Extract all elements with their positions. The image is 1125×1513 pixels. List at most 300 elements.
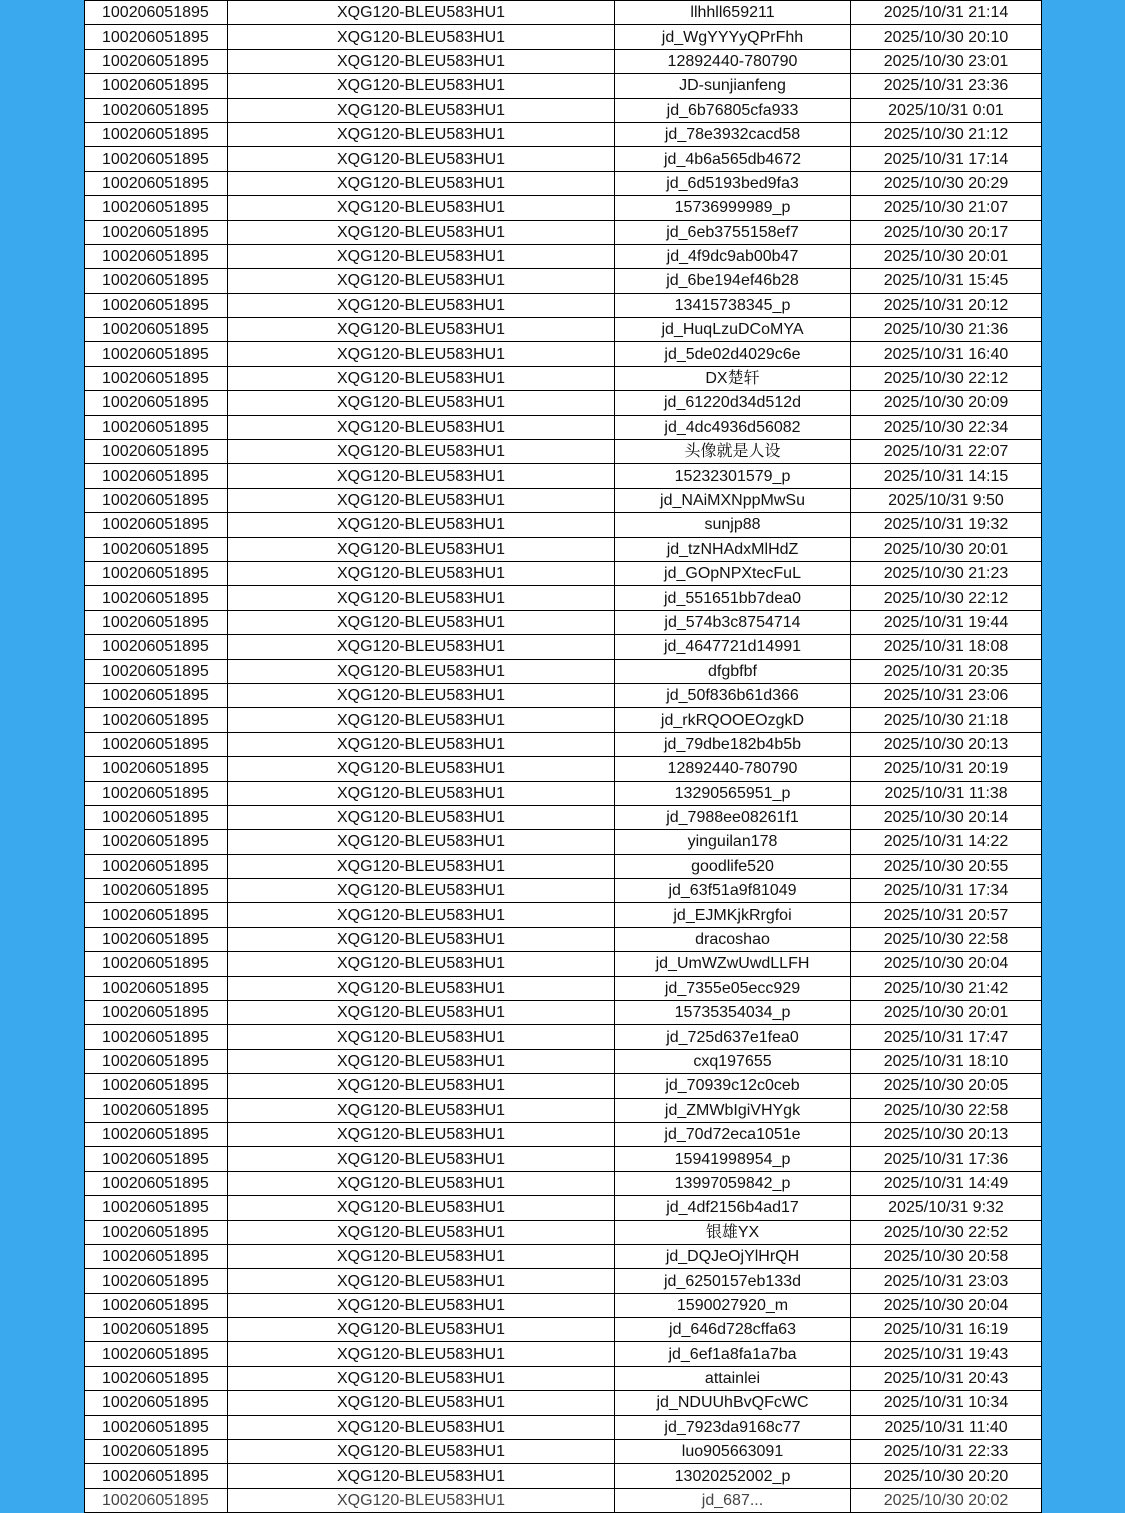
user-id-cell[interactable]: jd_6d5193bed9fa3 <box>615 171 851 195</box>
user-id-cell[interactable]: jd_NDUUhBvQFcWC <box>615 1391 851 1415</box>
table-row <box>85 122 1042 146</box>
user-id-cell[interactable]: JD-sunjianfeng <box>615 74 851 98</box>
model-cell[interactable]: XQG120-BLEU583HU1 <box>228 635 615 659</box>
table-row <box>85 196 1042 220</box>
product-id-cell[interactable]: 100206051895 <box>85 1220 228 1244</box>
table-row <box>85 98 1042 122</box>
model-cell[interactable]: XQG120-BLEU583HU1 <box>228 74 615 98</box>
datetime-cell[interactable]: 2025/10/30 20:01 <box>851 244 1042 268</box>
table-row <box>85 1122 1042 1146</box>
table-row <box>85 757 1042 781</box>
user-id-cell[interactable]: 12892440-780790 <box>615 757 851 781</box>
user-id-cell[interactable]: jd_70d72eca1051e <box>615 1122 851 1146</box>
product-id-cell[interactable]: 100206051895 <box>85 488 228 512</box>
user-id-cell[interactable]: yinguilan178 <box>615 830 851 854</box>
datetime-cell[interactable]: 2025/10/31 17:47 <box>851 1025 1042 1049</box>
product-id-cell[interactable]: 100206051895 <box>85 1025 228 1049</box>
product-id-cell[interactable]: 100206051895 <box>85 269 228 293</box>
datetime-cell[interactable]: 2025/10/31 23:36 <box>851 74 1042 98</box>
user-id-cell[interactable]: jd_5de02d4029c6e <box>615 342 851 366</box>
product-id-cell[interactable]: 100206051895 <box>85 1196 228 1220</box>
model-cell[interactable]: XQG120-BLEU583HU1 <box>228 537 615 561</box>
user-id-cell[interactable]: 15736999989_p <box>615 196 851 220</box>
user-id-cell[interactable]: jd_UmWZwUwdLLFH <box>615 952 851 976</box>
product-id-cell[interactable]: 100206051895 <box>85 1098 228 1122</box>
table-row <box>85 586 1042 610</box>
datetime-cell[interactable]: 2025/10/31 9:32 <box>851 1196 1042 1220</box>
model-cell[interactable]: XQG120-BLEU583HU1 <box>228 440 615 464</box>
product-id-cell[interactable]: 100206051895 <box>85 1074 228 1098</box>
user-id-cell[interactable]: dracoshao <box>615 927 851 951</box>
datetime-cell[interactable]: 2025/10/30 21:18 <box>851 708 1042 732</box>
datetime-cell[interactable]: 2025/10/31 14:15 <box>851 464 1042 488</box>
product-id-cell[interactable]: 100206051895 <box>85 732 228 756</box>
user-id-cell[interactable]: jd_6be194ef46b28 <box>615 269 851 293</box>
model-cell[interactable]: XQG120-BLEU583HU1 <box>228 903 615 927</box>
model-cell[interactable]: XQG120-BLEU583HU1 <box>228 1171 615 1195</box>
datetime-cell[interactable]: 2025/10/31 17:36 <box>851 1147 1042 1171</box>
product-id-cell[interactable]: 100206051895 <box>85 1366 228 1390</box>
model-cell[interactable]: XQG120-BLEU583HU1 <box>228 1220 615 1244</box>
model-cell[interactable]: XQG120-BLEU583HU1 <box>228 561 615 585</box>
user-id-cell[interactable]: jd_4dc4936d56082 <box>615 415 851 439</box>
table-row <box>85 440 1042 464</box>
model-cell[interactable]: XQG120-BLEU583HU1 <box>228 757 615 781</box>
table-row <box>85 391 1042 415</box>
model-cell[interactable]: XQG120-BLEU583HU1 <box>228 1196 615 1220</box>
model-cell[interactable]: XQG120-BLEU583HU1 <box>228 586 615 610</box>
model-cell[interactable]: XQG120-BLEU583HU1 <box>228 220 615 244</box>
product-id-cell[interactable]: 100206051895 <box>85 976 228 1000</box>
datetime-cell[interactable]: 2025/10/31 10:34 <box>851 1391 1042 1415</box>
model-cell[interactable]: XQG120-BLEU583HU1 <box>228 1440 615 1464</box>
model-cell[interactable]: XQG120-BLEU583HU1 <box>228 1244 615 1268</box>
user-id-cell[interactable]: 15232301579_p <box>615 464 851 488</box>
table-row <box>85 854 1042 878</box>
model-cell[interactable]: XQG120-BLEU583HU1 <box>228 1366 615 1390</box>
user-id-cell[interactable]: jd_NAiMXNppMwSu <box>615 488 851 512</box>
datetime-cell[interactable]: 2025/10/31 23:03 <box>851 1269 1042 1293</box>
datetime-cell[interactable]: 2025/10/30 20:13 <box>851 1122 1042 1146</box>
product-id-cell[interactable]: 100206051895 <box>85 952 228 976</box>
model-cell[interactable]: XQG120-BLEU583HU1 <box>228 659 615 683</box>
datetime-cell[interactable]: 2025/10/30 20:13 <box>851 732 1042 756</box>
model-cell[interactable]: XQG120-BLEU583HU1 <box>228 1001 615 1025</box>
table-row <box>85 830 1042 854</box>
datetime-cell[interactable]: 2025/10/30 20:55 <box>851 854 1042 878</box>
product-id-cell[interactable]: 100206051895 <box>85 147 228 171</box>
model-cell[interactable]: XQG120-BLEU583HU1 <box>228 1122 615 1146</box>
product-id-cell[interactable]: 100206051895 <box>85 635 228 659</box>
model-cell[interactable]: XQG120-BLEU583HU1 <box>228 244 615 268</box>
model-cell[interactable]: XQG120-BLEU583HU1 <box>228 513 615 537</box>
datetime-cell[interactable]: 2025/10/31 22:07 <box>851 440 1042 464</box>
user-id-cell[interactable]: jd_rkRQOOEOzgkD <box>615 708 851 732</box>
model-cell[interactable]: XQG120-BLEU583HU1 <box>228 196 615 220</box>
product-id-cell[interactable]: 100206051895 <box>85 854 228 878</box>
model-cell[interactable]: XQG120-BLEU583HU1 <box>228 464 615 488</box>
datetime-cell[interactable]: 2025/10/30 20:58 <box>851 1244 1042 1268</box>
datetime-cell[interactable]: 2025/10/30 20:05 <box>851 1074 1042 1098</box>
table-row <box>85 342 1042 366</box>
user-id-cell[interactable]: jd_63f51a9f81049 <box>615 879 851 903</box>
datetime-cell[interactable]: 2025/10/31 14:22 <box>851 830 1042 854</box>
datetime-cell[interactable]: 2025/10/30 20:04 <box>851 1293 1042 1317</box>
table-row <box>85 635 1042 659</box>
product-id-cell[interactable]: 100206051895 <box>85 171 228 195</box>
datetime-cell[interactable]: 2025/10/31 20:35 <box>851 659 1042 683</box>
product-id-cell[interactable]: 100206051895 <box>85 537 228 561</box>
datetime-cell[interactable]: 2025/10/31 19:32 <box>851 513 1042 537</box>
model-cell[interactable]: XQG120-BLEU583HU1 <box>228 98 615 122</box>
datetime-cell[interactable]: 2025/10/30 22:52 <box>851 1220 1042 1244</box>
model-cell[interactable]: XQG120-BLEU583HU1 <box>228 1391 615 1415</box>
user-id-cell[interactable]: 15941998954_p <box>615 1147 851 1171</box>
user-id-cell[interactable]: jd_DQJeOjYlHrQH <box>615 1244 851 1268</box>
product-id-cell[interactable]: 100206051895 <box>85 1318 228 1342</box>
user-id-cell[interactable]: jd_6ef1a8fa1a7ba <box>615 1342 851 1366</box>
table-row <box>85 659 1042 683</box>
model-cell[interactable]: XQG120-BLEU583HU1 <box>228 1147 615 1171</box>
user-id-cell[interactable]: jd_646d728cffa63 <box>615 1318 851 1342</box>
user-id-cell[interactable]: jd_6250157eb133d <box>615 1269 851 1293</box>
user-id-cell[interactable]: jd_4647721d14991 <box>615 635 851 659</box>
product-id-cell[interactable]: 100206051895 <box>85 1049 228 1073</box>
user-id-cell[interactable]: 13020252002_p <box>615 1464 851 1488</box>
product-id-cell[interactable]: 100206051895 <box>85 586 228 610</box>
product-id-cell[interactable]: 100206051895 <box>85 440 228 464</box>
table-row <box>85 293 1042 317</box>
model-cell[interactable]: XQG120-BLEU583HU1 <box>228 147 615 171</box>
user-id-cell[interactable]: jd_50f836b61d366 <box>615 683 851 707</box>
model-cell[interactable]: XQG120-BLEU583HU1 <box>228 366 615 390</box>
model-cell[interactable]: XQG120-BLEU583HU1 <box>228 49 615 73</box>
product-id-cell[interactable]: 100206051895 <box>85 318 228 342</box>
order-table <box>84 0 1042 1513</box>
user-id-cell[interactable]: 13290565951_p <box>615 781 851 805</box>
user-id-cell[interactable]: 13415738345_p <box>615 293 851 317</box>
datetime-cell[interactable]: 2025/10/30 20:04 <box>851 952 1042 976</box>
user-id-cell[interactable]: 头像就是人设 <box>615 440 851 464</box>
table-row <box>85 976 1042 1000</box>
product-id-cell[interactable]: 100206051895 <box>85 391 228 415</box>
product-id-cell[interactable]: 100206051895 <box>85 1464 228 1488</box>
datetime-cell[interactable]: 2025/10/31 9:50 <box>851 488 1042 512</box>
datetime-cell[interactable]: 2025/10/31 20:12 <box>851 293 1042 317</box>
product-id-cell[interactable]: 100206051895 <box>85 98 228 122</box>
user-id-cell[interactable]: jd_EJMKjkRrgfoi <box>615 903 851 927</box>
table-row <box>85 537 1042 561</box>
product-id-cell[interactable]: 100206051895 <box>85 1001 228 1025</box>
table-row <box>85 1147 1042 1171</box>
table-row <box>85 610 1042 634</box>
table-row <box>85 805 1042 829</box>
model-cell[interactable]: XQG120-BLEU583HU1 <box>228 1049 615 1073</box>
model-cell[interactable]: XQG120-BLEU583HU1 <box>228 1074 615 1098</box>
model-cell[interactable]: XQG120-BLEU583HU1 <box>228 927 615 951</box>
model-cell[interactable]: XQG120-BLEU583HU1 <box>228 683 615 707</box>
model-cell[interactable]: XQG120-BLEU583HU1 <box>228 391 615 415</box>
user-id-cell[interactable]: 银雄YX <box>615 1220 851 1244</box>
user-id-cell[interactable]: jd_725d637e1fea0 <box>615 1025 851 1049</box>
datetime-cell[interactable]: 2025/10/31 19:44 <box>851 610 1042 634</box>
model-cell[interactable]: XQG120-BLEU583HU1 <box>228 781 615 805</box>
datetime-cell[interactable]: 2025/10/30 22:12 <box>851 586 1042 610</box>
datetime-cell[interactable]: 2025/10/31 20:43 <box>851 1366 1042 1390</box>
datetime-cell[interactable]: 2025/10/31 14:49 <box>851 1171 1042 1195</box>
user-id-cell[interactable]: 12892440-780790 <box>615 49 851 73</box>
datetime-cell[interactable]: 2025/10/31 19:43 <box>851 1342 1042 1366</box>
table-row <box>85 1391 1042 1415</box>
table-row <box>85 25 1042 49</box>
product-id-cell[interactable]: 100206051895 <box>85 196 228 220</box>
datetime-cell[interactable]: 2025/10/30 20:10 <box>851 25 1042 49</box>
model-cell[interactable]: XQG120-BLEU583HU1 <box>228 171 615 195</box>
datetime-cell[interactable]: 2025/10/30 20:01 <box>851 537 1042 561</box>
table-row <box>85 1196 1042 1220</box>
user-id-cell[interactable]: DX楚轩 <box>615 366 851 390</box>
table-row <box>85 1049 1042 1073</box>
user-id-cell[interactable]: attainlei <box>615 1366 851 1390</box>
model-cell[interactable]: XQG120-BLEU583HU1 <box>228 610 615 634</box>
datetime-cell[interactable]: 2025/10/30 21:36 <box>851 318 1042 342</box>
product-id-cell[interactable]: 100206051895 <box>85 244 228 268</box>
user-id-cell[interactable]: jd_ZMWbIgiVHYgk <box>615 1098 851 1122</box>
datetime-cell[interactable]: 2025/10/31 18:10 <box>851 1049 1042 1073</box>
product-id-cell[interactable]: 100206051895 <box>85 293 228 317</box>
datetime-cell[interactable]: 2025/10/31 18:08 <box>851 635 1042 659</box>
model-cell[interactable]: XQG120-BLEU583HU1 <box>228 25 615 49</box>
model-cell[interactable]: XQG120-BLEU583HU1 <box>228 415 615 439</box>
user-id-cell[interactable]: jd_WgYYYyQPrFhh <box>615 25 851 49</box>
product-id-cell[interactable]: 100206051895 <box>85 1122 228 1146</box>
product-id-cell[interactable]: 100206051895 <box>85 25 228 49</box>
model-cell[interactable]: XQG120-BLEU583HU1 <box>228 830 615 854</box>
table-row <box>85 561 1042 585</box>
model-cell[interactable]: XQG120-BLEU583HU1 <box>228 1098 615 1122</box>
datetime-cell[interactable]: 2025/10/31 17:34 <box>851 879 1042 903</box>
datetime-cell[interactable]: 2025/10/30 21:12 <box>851 122 1042 146</box>
user-id-cell[interactable]: llhhll659211 <box>615 1 851 25</box>
user-id-cell[interactable]: jd_7355e05ecc929 <box>615 976 851 1000</box>
table-row <box>85 1025 1042 1049</box>
user-id-cell[interactable]: luo905663091 <box>615 1440 851 1464</box>
table-row <box>85 366 1042 390</box>
user-id-cell[interactable]: jd_4f9dc9ab00b47 <box>615 244 851 268</box>
product-id-cell[interactable]: 100206051895 <box>85 561 228 585</box>
product-id-cell[interactable]: 100206051895 <box>85 415 228 439</box>
user-id-cell[interactable]: jd_61220d34d512d <box>615 391 851 415</box>
datetime-cell[interactable]: 2025/10/31 11:38 <box>851 781 1042 805</box>
product-id-cell[interactable]: 100206051895 <box>85 74 228 98</box>
table-row <box>85 1269 1042 1293</box>
datetime-cell[interactable]: 2025/10/31 20:19 <box>851 757 1042 781</box>
user-id-cell[interactable]: jd_70939c12c0ceb <box>615 1074 851 1098</box>
model-cell[interactable]: XQG120-BLEU583HU1 <box>228 1464 615 1488</box>
user-id-cell[interactable]: jd_7923da9168c77 <box>615 1415 851 1439</box>
model-cell[interactable]: XQG120-BLEU583HU1 <box>228 293 615 317</box>
user-id-cell[interactable]: jd_6b76805cfa933 <box>615 98 851 122</box>
table-row <box>85 74 1042 98</box>
table-row <box>85 464 1042 488</box>
table-row <box>85 952 1042 976</box>
datetime-cell[interactable]: 2025/10/30 21:07 <box>851 196 1042 220</box>
user-id-cell[interactable]: goodlife520 <box>615 854 851 878</box>
datetime-cell[interactable]: 2025/10/30 20:17 <box>851 220 1042 244</box>
model-cell[interactable]: XQG120-BLEU583HU1 <box>228 708 615 732</box>
product-id-cell[interactable]: 100206051895 <box>85 708 228 732</box>
product-id-cell[interactable]: 100206051895 <box>85 659 228 683</box>
user-id-cell[interactable]: jd_4df2156b4ad17 <box>615 1196 851 1220</box>
table-row <box>85 488 1042 512</box>
table-row <box>85 683 1042 707</box>
table-row <box>85 220 1042 244</box>
user-id-cell[interactable]: jd_551651bb7dea0 <box>615 586 851 610</box>
datetime-cell[interactable]: 2025/10/30 21:23 <box>851 561 1042 585</box>
datetime-cell[interactable]: 2025/10/30 20:14 <box>851 805 1042 829</box>
product-id-cell[interactable]: 100206051895 <box>85 513 228 537</box>
user-id-cell[interactable]: jd_687... <box>615 1488 851 1512</box>
product-id-cell[interactable]: 100206051895 <box>85 830 228 854</box>
user-id-cell[interactable]: jd_574b3c8754714 <box>615 610 851 634</box>
user-id-cell[interactable]: jd_4b6a565db4672 <box>615 147 851 171</box>
product-id-cell[interactable]: 100206051895 <box>85 683 228 707</box>
datetime-cell[interactable]: 2025/10/30 23:01 <box>851 49 1042 73</box>
product-id-cell[interactable]: 100206051895 <box>85 1488 228 1512</box>
user-id-cell[interactable]: sunjp88 <box>615 513 851 537</box>
table-row <box>85 1342 1042 1366</box>
user-id-cell[interactable]: jd_78e3932cacd58 <box>615 122 851 146</box>
table-row <box>85 1171 1042 1195</box>
table-body <box>85 1 1042 1513</box>
product-id-cell[interactable]: 100206051895 <box>85 1342 228 1366</box>
datetime-cell[interactable]: 2025/10/31 16:40 <box>851 342 1042 366</box>
product-id-cell[interactable]: 100206051895 <box>85 781 228 805</box>
model-cell[interactable]: XQG120-BLEU583HU1 <box>228 1 615 25</box>
table-row <box>85 903 1042 927</box>
model-cell[interactable]: XQG120-BLEU583HU1 <box>228 976 615 1000</box>
datetime-cell[interactable]: 2025/10/30 22:34 <box>851 415 1042 439</box>
table-row <box>85 1244 1042 1268</box>
table-row <box>85 879 1042 903</box>
product-id-cell[interactable]: 100206051895 <box>85 927 228 951</box>
datetime-cell[interactable]: 2025/10/30 20:29 <box>851 171 1042 195</box>
product-id-cell[interactable]: 100206051895 <box>85 1244 228 1268</box>
product-id-cell[interactable]: 100206051895 <box>85 805 228 829</box>
datetime-cell[interactable]: 2025/10/30 22:58 <box>851 1098 1042 1122</box>
user-id-cell[interactable]: jd_79dbe182b4b5b <box>615 732 851 756</box>
datetime-cell[interactable]: 2025/10/31 20:57 <box>851 903 1042 927</box>
datetime-cell[interactable]: 2025/10/30 20:09 <box>851 391 1042 415</box>
user-id-cell[interactable]: dfgbfbf <box>615 659 851 683</box>
user-id-cell[interactable]: jd_7988ee08261f1 <box>615 805 851 829</box>
product-id-cell[interactable]: 100206051895 <box>85 1293 228 1317</box>
datetime-cell[interactable]: 2025/10/30 20:01 <box>851 1001 1042 1025</box>
datetime-cell[interactable]: 2025/10/31 16:19 <box>851 1318 1042 1342</box>
product-id-cell[interactable]: 100206051895 <box>85 879 228 903</box>
product-id-cell[interactable]: 100206051895 <box>85 122 228 146</box>
model-cell[interactable]: XQG120-BLEU583HU1 <box>228 1269 615 1293</box>
product-id-cell[interactable]: 100206051895 <box>85 1147 228 1171</box>
user-id-cell[interactable]: cxq197655 <box>615 1049 851 1073</box>
model-cell[interactable]: XQG120-BLEU583HU1 <box>228 122 615 146</box>
product-id-cell[interactable]: 100206051895 <box>85 1415 228 1439</box>
datetime-cell[interactable]: 2025/10/30 20:20 <box>851 1464 1042 1488</box>
model-cell[interactable]: XQG120-BLEU583HU1 <box>228 854 615 878</box>
model-cell[interactable]: XQG120-BLEU583HU1 <box>228 952 615 976</box>
user-id-cell[interactable]: jd_HuqLzuDCoMYA <box>615 318 851 342</box>
user-id-cell[interactable]: jd_tzNHAdxMlHdZ <box>615 537 851 561</box>
product-id-cell[interactable]: 100206051895 <box>85 1171 228 1195</box>
model-cell[interactable]: XQG120-BLEU583HU1 <box>228 879 615 903</box>
user-id-cell[interactable]: jd_GOpNPXtecFuL <box>615 561 851 585</box>
datetime-cell[interactable]: 2025/10/30 22:58 <box>851 927 1042 951</box>
product-id-cell[interactable]: 100206051895 <box>85 1440 228 1464</box>
datetime-cell[interactable]: 2025/10/31 15:45 <box>851 269 1042 293</box>
table-row <box>85 513 1042 537</box>
table-row <box>85 1440 1042 1464</box>
datetime-cell[interactable]: 2025/10/31 22:33 <box>851 1440 1042 1464</box>
model-cell[interactable]: XQG120-BLEU583HU1 <box>228 732 615 756</box>
datetime-cell[interactable]: 2025/10/31 0:01 <box>851 98 1042 122</box>
model-cell[interactable]: XQG120-BLEU583HU1 <box>228 1318 615 1342</box>
user-id-cell[interactable]: 15735354034_p <box>615 1001 851 1025</box>
table-row <box>85 1293 1042 1317</box>
product-id-cell[interactable]: 100206051895 <box>85 1269 228 1293</box>
product-id-cell[interactable]: 100206051895 <box>85 49 228 73</box>
model-cell[interactable]: XQG120-BLEU583HU1 <box>228 1342 615 1366</box>
model-cell[interactable]: XQG120-BLEU583HU1 <box>228 269 615 293</box>
datetime-cell[interactable]: 2025/10/30 21:42 <box>851 976 1042 1000</box>
product-id-cell[interactable]: 100206051895 <box>85 903 228 927</box>
spreadsheet-sheet <box>84 0 1041 1510</box>
product-id-cell[interactable]: 100206051895 <box>85 342 228 366</box>
model-cell[interactable]: XQG120-BLEU583HU1 <box>228 1293 615 1317</box>
datetime-cell[interactable]: 2025/10/30 20:02 <box>851 1488 1042 1512</box>
user-id-cell[interactable]: jd_6eb3755158ef7 <box>615 220 851 244</box>
model-cell[interactable]: XQG120-BLEU583HU1 <box>228 488 615 512</box>
product-id-cell[interactable]: 100206051895 <box>85 1 228 25</box>
product-id-cell[interactable]: 100206051895 <box>85 366 228 390</box>
user-id-cell[interactable]: 1590027920_m <box>615 1293 851 1317</box>
datetime-cell[interactable]: 2025/10/31 21:14 <box>851 1 1042 25</box>
product-id-cell[interactable]: 100206051895 <box>85 610 228 634</box>
model-cell[interactable]: XQG120-BLEU583HU1 <box>228 805 615 829</box>
table-row <box>85 269 1042 293</box>
datetime-cell[interactable]: 2025/10/31 23:06 <box>851 683 1042 707</box>
model-cell[interactable]: XQG120-BLEU583HU1 <box>228 318 615 342</box>
product-id-cell[interactable]: 100206051895 <box>85 220 228 244</box>
datetime-cell[interactable]: 2025/10/31 17:14 <box>851 147 1042 171</box>
table-row <box>85 147 1042 171</box>
datetime-cell[interactable]: 2025/10/31 11:40 <box>851 1415 1042 1439</box>
product-id-cell[interactable]: 100206051895 <box>85 757 228 781</box>
product-id-cell[interactable]: 100206051895 <box>85 1391 228 1415</box>
table-row-partial <box>85 1488 1042 1512</box>
user-id-cell[interactable]: 13997059842_p <box>615 1171 851 1195</box>
product-id-cell[interactable]: 100206051895 <box>85 464 228 488</box>
model-cell[interactable]: XQG120-BLEU583HU1 <box>228 1025 615 1049</box>
table-row <box>85 927 1042 951</box>
model-cell[interactable]: XQG120-BLEU583HU1 <box>228 1488 615 1512</box>
table-row <box>85 1318 1042 1342</box>
table-row <box>85 708 1042 732</box>
model-cell[interactable]: XQG120-BLEU583HU1 <box>228 342 615 366</box>
datetime-cell[interactable]: 2025/10/30 22:12 <box>851 366 1042 390</box>
model-cell[interactable]: XQG120-BLEU583HU1 <box>228 1415 615 1439</box>
table-row <box>85 1 1042 25</box>
table-row <box>85 318 1042 342</box>
